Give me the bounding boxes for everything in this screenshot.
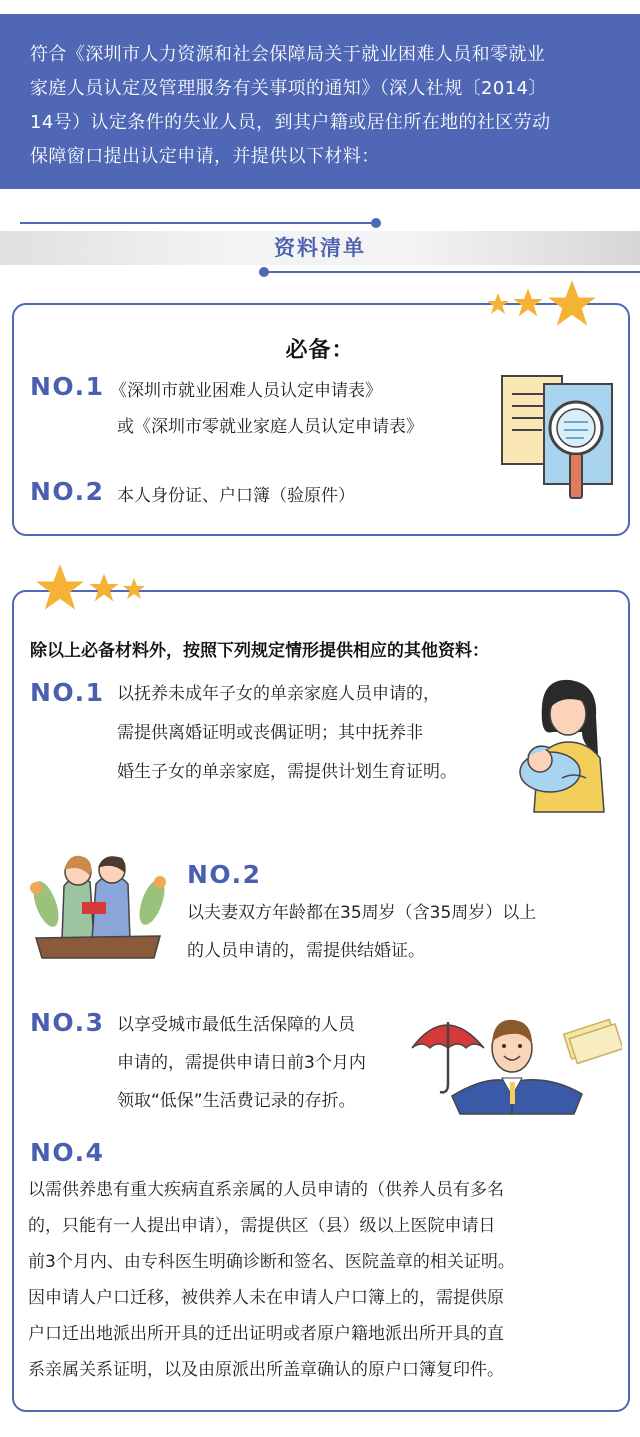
intro-line: 14号）认定条件的失业人员，到其户籍或居住所在地的社区劳动 xyxy=(30,112,551,133)
other-heading: 除以上必备材料外，按照下列规定情形提供相应的其他资料： xyxy=(30,641,489,661)
item-text: 婚生子女的单亲家庭，需提供计划生育证明。 xyxy=(117,762,457,782)
item-text: 《深圳市就业困难人员认定申请表》 xyxy=(110,381,382,401)
section-title: 资料清单 xyxy=(274,236,366,260)
item-text: 系亲属关系证明，以及由原派出所盖章确认的原户口簿复印件。 xyxy=(28,1360,504,1380)
divider-bottom xyxy=(264,271,640,273)
item-number: NO.4 xyxy=(30,1138,105,1167)
item-text: 本人身份证、户口簿（验原件） xyxy=(117,486,355,506)
item-text: 申请的，需提供申请日前3个月内 xyxy=(117,1053,366,1073)
item-number: NO.3 xyxy=(30,1008,105,1037)
item-text: 或《深圳市零就业家庭人员认定申请表》 xyxy=(117,417,423,437)
couple-icon xyxy=(20,842,170,960)
item-number: NO.2 xyxy=(187,860,262,889)
item-text: 户口迁出地派出所开具的迁出证明或者原户籍地派出所开具的直 xyxy=(28,1324,504,1344)
divider-dot xyxy=(259,267,269,277)
item-text: 以享受城市最低生活保障的人员 xyxy=(117,1015,355,1035)
star-icon xyxy=(546,278,598,330)
star-icon xyxy=(512,287,544,319)
divider-dot xyxy=(371,218,381,228)
star-icon xyxy=(34,562,86,614)
item-text: 前3个月内、由专科医生明确诊断和签名、医院盖章的相关证明。 xyxy=(28,1252,515,1272)
umbrella-man-icon xyxy=(408,1004,622,1116)
intro-line: 保障窗口提出认定申请，并提供以下材料： xyxy=(30,146,380,167)
document-magnifier-icon xyxy=(496,372,622,504)
intro-line: 符合《深圳市人力资源和社会保障局关于就业困难人员和零就业 xyxy=(30,44,546,65)
intro-line: 家庭人员认定及管理服务有关事项的通知》（深人社规〔2014〕 xyxy=(30,78,547,99)
star-icon xyxy=(88,572,120,604)
mother-baby-icon xyxy=(512,676,616,814)
required-heading: 必备： xyxy=(285,338,355,363)
item-number: NO.1 xyxy=(30,372,105,401)
item-text: 需提供离婚证明或丧偶证明；其中抚养非 xyxy=(117,723,423,743)
star-icon xyxy=(486,292,510,316)
divider-top xyxy=(20,222,376,224)
item-text: 因申请人户口迁移，被供养人未在申请人户口簿上的，需提供原 xyxy=(28,1288,504,1308)
item-text: 以夫妻双方年龄都在35周岁（含35周岁）以上 xyxy=(187,903,537,923)
item-text: 领取“低保”生活费记录的存折。 xyxy=(117,1091,356,1111)
item-text: 以需供养患有重大疾病直系亲属的人员申请的（供养人员有多名 xyxy=(28,1180,504,1200)
item-text: 的，只能有一人提出申请），需提供区（县）级以上医院申请日 xyxy=(28,1216,496,1236)
item-text: 的人员申请的，需提供结婚证。 xyxy=(187,941,425,961)
item-text: 以抚养未成年子女的单亲家庭人员申请的， xyxy=(117,684,440,704)
item-number: NO.2 xyxy=(30,477,105,506)
item-number: NO.1 xyxy=(30,678,105,707)
intro-banner xyxy=(0,14,640,189)
star-icon xyxy=(122,577,146,601)
